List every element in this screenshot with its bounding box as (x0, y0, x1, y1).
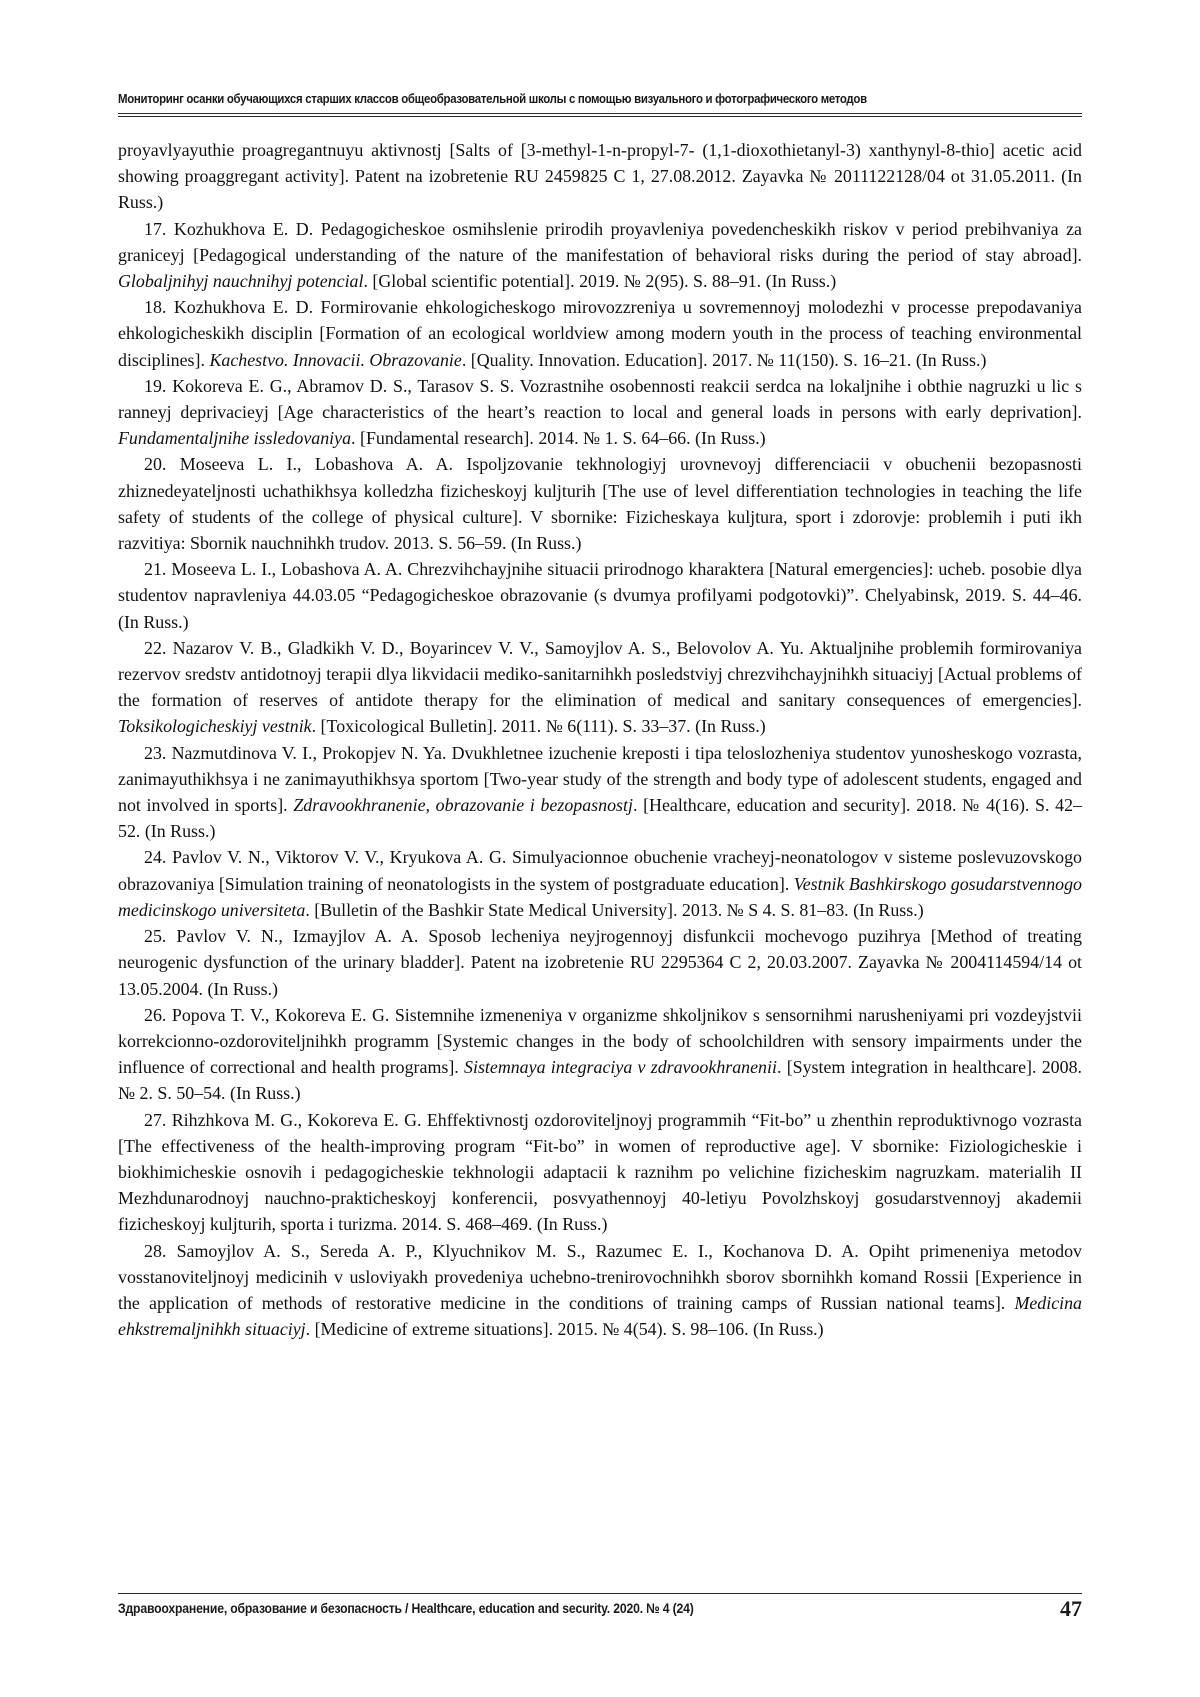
reference-item (118, 216, 1082, 295)
journal-title: Vestnik Bashkirskogo gosudarstvennogo medicinskogo universiteta (118, 873, 1082, 920)
reference-text: Samoyjlov A. S., Sereda A. P., Klyuchnikov M. S., Razumec E. I., Kochanova D. A. Opiht primeneniya metodov vosstanoviteljnoyj medicinih v usloviyakh provedeniya uchebno-trenirovochnihkh sborov sbornihkh komand Rossii [Experience in the application of methods of restorative medicine in the conditions of training camps of Russian national teams]. (118, 1240, 1082, 1313)
reference-text: . [Toxicological Bulletin]. 2011. № 6(111). S. 33–37. (In Russ.) (311, 716, 766, 737)
journal-title: Sistemnaya integraciya v zdravookhranenii (464, 1057, 777, 1078)
reference-item (118, 1002, 1082, 1107)
reference-item (118, 923, 1082, 1002)
reference-text: Nazarov V. B., Gladkikh V. D., Boyarincev V. V., Samoyjlov A. S., Belovolov A. Yu. Aktualjnihe problemih formirovaniya rezervov sredstv antidotnoyj terapii dlya likvidacii mediko-sanitarnihkh posledstviyj chrezvihchayjnihkh situaciyj [Actual problems of the formation of reserves of antidote therapy for the elimination of medical and sanitary consequences of emergencies]. (118, 637, 1082, 711)
running-title: Мониторинг осанки обучающихся старших классов общеобразовательной школы с помощью визуального и фотографического методов (118, 91, 867, 106)
reference-item (118, 740, 1082, 845)
journal-title: Kachestvo. Innovacii. Obrazovanie (209, 349, 462, 370)
reference-item (118, 1107, 1082, 1238)
journal-title: Medicina ehkstremaljnihkh situaciyj (118, 1292, 1082, 1340)
reference-number: 17. (144, 218, 167, 239)
journal-title: Zdravookhranenie, obrazovanie i bezopasnostj (293, 795, 633, 816)
reference-text: Kokoreva E. G., Abramov D. S., Tarasov S. S. Vozrastnihe osobennosti reakcii serdca na lokaljnihe i obthie nagruzki u lic s ranneyj deprivacieyj [Age characteristics of the heart’s reaction to local and general loads in persons with early deprivation]. (118, 375, 1082, 423)
reference-number: 19. (144, 375, 167, 396)
journal-footer: Здравоохранение, образование и безопасность / Healthcare, education and security. 2020. № 4 (24) (118, 1601, 694, 1617)
reference-number: 22. (144, 637, 167, 658)
header-rule-bottom (118, 116, 1082, 117)
reference-number: 21. (144, 559, 167, 580)
reference-text: Kozhukhova E. D. Pedagogicheskoe osmihslenie prirodih proyavleniya povedencheskikh riskov v period prebihvaniya za graniceyj [Pedagogical understanding of the nature of the manifestation of behavioral risks during the period of stay abroad]. (118, 218, 1082, 265)
reference-text: . [Healthcare, education and security]. 2018. № 4(16). S. 42–52. (In Russ.) (118, 795, 1083, 842)
reference-number: 18. (144, 297, 167, 318)
reference-item (118, 451, 1082, 556)
reference-item (118, 635, 1082, 740)
reference-text: . [Medicine of extreme situations]. 2015. № 4(54). S. 98–106. (In Russ.) (305, 1319, 824, 1340)
reference-number: 23. (144, 742, 167, 763)
reference-item (118, 294, 1082, 373)
reference-text: Nazmutdinova V. I., Prokopjev N. Ya. Dvukhletnee izuchenie kreposti i tipa teloslozheniya studentov yunosheskogo vozrasta, zanimayuthikhsya i ne zanimayuthikhsya sportom [Two-year study of the strength and body type of adolescent students, engaged and not involved in sports]. (118, 742, 1082, 816)
journal-title: Toksikologicheskiyj vestnik (118, 716, 312, 737)
header-rule-top (118, 113, 1082, 114)
reference-list (118, 137, 1082, 1342)
reference-continuation (118, 137, 1082, 216)
reference-number: 24. (144, 847, 167, 868)
reference-text: Popova T. V., Kokoreva E. G. Sistemnihe izmeneniya v organizme shkoljnikov s sensornihmi narusheniyami pri vozdeyjstvii korrekcionno-ozdoroviteljnihkh programm [Systemic changes in the body of schoolchildren with sensory impairments under the influence of correctional and health programs]. (118, 1004, 1082, 1078)
footer-rule (118, 1593, 1082, 1594)
reference-text: Pavlov V. N., Izmayjlov A. A. Sposob lecheniya neyjrogennoyj disfunkcii mochevogo puzihrya [Method of treating neurogenic dysfunction of the urinary bladder]. Patent na izobretenie RU 2295364 C 2, 20.03.2007. Zayavka № 2004114594/14 ot 13.05.2004. (In Russ.) (118, 926, 1082, 999)
reference-text: Rihzhkova M. G., Kokoreva E. G. Ehffektivnostj ozdoroviteljnoyj programmih “Fit-bo” u zhenthin reproduktivnogo vozrasta [The effectiveness of the health-improving program “Fit-bo” in women of reproductive age]. V sbornike: Fiziologicheskie i biokhimicheskie osnovih i pedagogicheskie tekhnologii adaptacii k raznihm po velichine fizicheskim nagruzkam. materialih II Mezhdunarodnoyj nauchno-prakticheskoyj konferencii, posvyathennoyj 40-letiyu Povolzhskoyj gosudarstvennoyj akademii fizicheskoyj kuljturih, sporta i turizma. 2014. S. 468–469. (In Russ.) (118, 1109, 1082, 1235)
reference-number: 25. (144, 926, 167, 947)
reference-text: . [Global scientific potential]. 2019. № 2(95). S. 88–91. (In Russ.) (363, 271, 837, 292)
reference-number: 20. (144, 454, 167, 475)
journal-title: Globaljnihyj nauchnihyj potencial (118, 271, 364, 292)
reference-text: Kozhukhova E. D. Formirovanie ehkologicheskogo mirovozzreniya u sovremennoyj molodezhi v processe prepodavaniya ehkologicheskikh disciplin [Formation of an ecological worldview among modern youth in the process of teaching environmental disciplines]. (118, 297, 1082, 370)
reference-text: . [System integration in healthcare]. 2008. № 2. S. 50–54. (In Russ.) (118, 1057, 1082, 1104)
reference-text: . [Fundamental research]. 2014. № 1. S. 64–66. (In Russ.) (351, 428, 766, 449)
reference-text: Moseeva L. I., Lobashova A. A. Chrezvihchayjnihe situacii prirodnogo kharaktera [Natural emergencies]: ucheb. posobie dlya studentov napravleniya 44.03.05 “Pedagogicheskoe obrazovanie (s dvumya profilyami podgotovki)”. Chelyabinsk, 2019. S. 44–46. (In Russ.) (118, 559, 1082, 632)
reference-text: Moseeva L. I., Lobashova A. A. Ispoljzovanie tekhnologiyj urovnevoyj differenciacii v obuchenii bezopasnosti zhiznedeyateljnosti uchathikhsya kolledzha fizicheskoyj kuljturih [The use of level differentiation technologies in teaching the life safety of students of the college of physical culture]. V sbornike: Fizicheskaya kuljtura, sport i zdorovje: problemih i puti ikh razvitiya: Sbornik nauchnihkh trudov. 2013. S. 56–59. (In Russ.) (118, 454, 1082, 554)
reference-number: 26. (144, 1004, 167, 1025)
reference-item (118, 844, 1082, 923)
reference-text: . [Quality. Innovation. Education]. 2017. № 11(150). S. 16–21. (In Russ.) (461, 349, 987, 370)
reference-item (118, 556, 1082, 635)
reference-item (118, 1238, 1082, 1343)
reference-text: . [Bulletin of the Bashkir State Medical University]. 2013. № S 4. S. 81–83. (In Russ.) (305, 899, 924, 920)
page-number: 47 (1060, 1596, 1082, 1621)
reference-text: proyavlyayuthie proagregantnuyu aktivnostj [Salts of [3-methyl-1-n-propyl-7- (1,1-dioxothietanyl-3) xanthynyl-8-thio] acetic acid showing proaggregant activity]. Patent na izobretenie RU 2459825 C 1, 27.08.2012. Zayavka № 2011122128/04 ot 31.05.2011. (In Russ.) (118, 140, 1082, 213)
reference-number: 27. (144, 1109, 167, 1130)
reference-item (118, 373, 1082, 452)
journal-title: Fundamentaljnihe issledovaniya (118, 428, 352, 449)
reference-number: 28. (144, 1240, 167, 1261)
reference-text: Pavlov V. N., Viktorov V. V., Kryukova A. G. Simulyacionnoe obuchenie vracheyj-neonatologov v sisteme poslevuzovskogo obrazovaniya [Simulation training of neonatologists in the system of postgraduate education]. (118, 847, 1082, 894)
